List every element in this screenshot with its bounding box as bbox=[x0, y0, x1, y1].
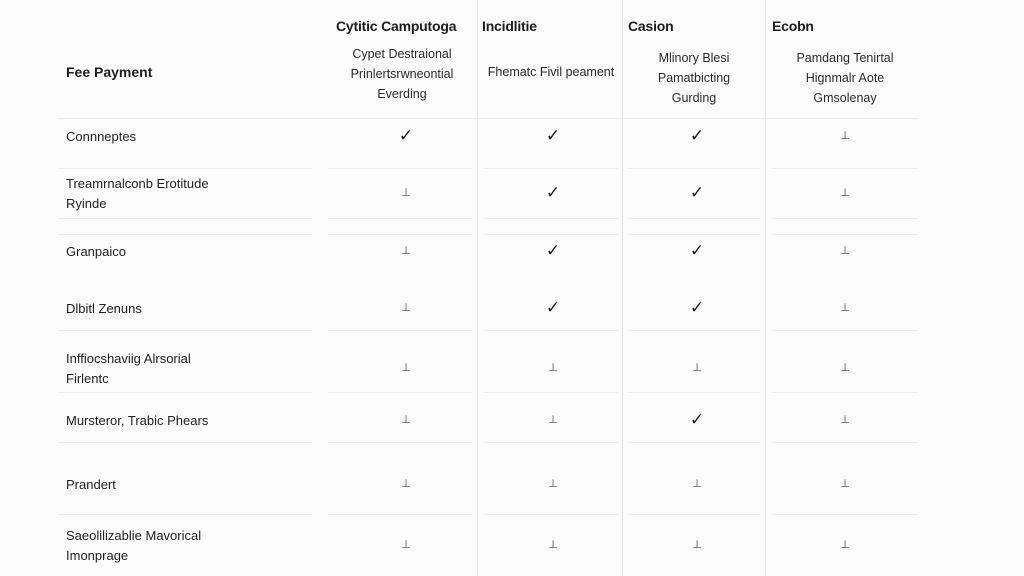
checkmark-icon: ✓ bbox=[689, 183, 705, 202]
row-divider bbox=[628, 234, 760, 235]
subhead-line: Pamatbicting bbox=[657, 71, 731, 85]
row-label-line: Ryinde bbox=[66, 196, 107, 211]
row-label bbox=[66, 411, 208, 431]
row-divider bbox=[484, 330, 618, 331]
subhead-line: Prinlertsrwneontial bbox=[350, 67, 454, 81]
subhead-line: Hignmalr Aote bbox=[805, 71, 885, 85]
not-included-icon: ⊥ bbox=[401, 362, 411, 374]
row-divider bbox=[328, 514, 472, 515]
column-title-4: Ecobn bbox=[772, 18, 814, 34]
checkmark-icon: ✓ bbox=[689, 298, 705, 317]
column-divider bbox=[765, 0, 766, 576]
row-divider bbox=[772, 514, 918, 515]
row-label-line: Imonprage bbox=[66, 548, 129, 563]
row-label-line: Mursteror, Trabic Phears bbox=[66, 413, 209, 428]
not-included-icon: ⊥ bbox=[548, 362, 558, 374]
row-divider bbox=[772, 392, 918, 393]
row-divider bbox=[328, 218, 472, 219]
row-label-line: Firlentc bbox=[66, 371, 109, 386]
not-included-icon: ⊥ bbox=[548, 478, 558, 490]
row-label-line: Prandert bbox=[66, 477, 116, 492]
subhead-line: Everding bbox=[377, 87, 427, 101]
subhead-line: Gmsolenay bbox=[813, 91, 877, 105]
row-label bbox=[66, 299, 142, 319]
not-included-icon: ⊥ bbox=[548, 539, 558, 551]
subhead-line: Gurding bbox=[671, 91, 717, 105]
not-included-icon: ⊥ bbox=[401, 478, 411, 490]
not-included-icon: ⊥ bbox=[401, 187, 411, 199]
checkmark-icon: ✓ bbox=[689, 410, 705, 429]
row-divider bbox=[628, 218, 760, 219]
row-divider bbox=[58, 392, 312, 393]
not-included-icon: ⊥ bbox=[692, 478, 702, 490]
not-included-icon: ⊥ bbox=[401, 245, 411, 257]
row-label-line: Connneptes bbox=[66, 129, 137, 144]
subhead-line: Fhematc Fivil peament bbox=[487, 65, 615, 79]
row-divider bbox=[58, 514, 312, 515]
row-label-line: Treamrnalconb Erotitude bbox=[66, 176, 209, 191]
not-included-icon: ⊥ bbox=[401, 302, 411, 314]
row-divider bbox=[328, 442, 472, 443]
row-label bbox=[66, 242, 126, 262]
not-included-icon: ⊥ bbox=[401, 539, 411, 551]
not-included-icon: ⊥ bbox=[840, 362, 850, 374]
row-divider bbox=[58, 168, 312, 169]
not-included-icon: ⊥ bbox=[401, 414, 411, 426]
column-divider bbox=[477, 0, 478, 576]
row-divider bbox=[58, 442, 312, 443]
row-divider bbox=[484, 234, 618, 235]
not-included-icon: ⊥ bbox=[840, 414, 850, 426]
checkmark-icon: ✓ bbox=[689, 126, 705, 145]
column-title-3: Casion bbox=[628, 18, 674, 34]
subhead-line: Pamdang Tenirtal bbox=[796, 51, 894, 65]
row-divider bbox=[772, 442, 918, 443]
row-divider bbox=[484, 168, 618, 169]
checkmark-icon: ✓ bbox=[398, 126, 414, 145]
row-label-line: Saeolilizablie Mavorical bbox=[66, 528, 202, 543]
row-divider bbox=[772, 330, 918, 331]
row-divider bbox=[484, 514, 618, 515]
row-divider bbox=[328, 234, 472, 235]
not-included-icon: ⊥ bbox=[840, 187, 850, 199]
checkmark-icon: ✓ bbox=[545, 126, 561, 145]
column-subhead-2 bbox=[481, 62, 621, 82]
row-divider bbox=[328, 330, 472, 331]
row-divider bbox=[628, 514, 760, 515]
not-included-icon: ⊥ bbox=[692, 362, 702, 374]
row-divider bbox=[58, 330, 312, 331]
subhead-line: Cypet Destraional bbox=[352, 47, 452, 61]
row-divider bbox=[772, 168, 918, 169]
not-included-icon: ⊥ bbox=[840, 539, 850, 551]
subhead-line: Mlinory Blesi bbox=[658, 51, 730, 65]
column-subhead-1 bbox=[338, 44, 466, 104]
row-label bbox=[66, 475, 116, 495]
row-divider bbox=[484, 392, 618, 393]
checkmark-icon: ✓ bbox=[545, 183, 561, 202]
row-divider bbox=[628, 330, 760, 331]
row-divider bbox=[58, 218, 312, 219]
row-divider bbox=[328, 168, 472, 169]
not-included-icon: ⊥ bbox=[548, 414, 558, 426]
not-included-icon: ⊥ bbox=[840, 478, 850, 490]
row-divider bbox=[772, 218, 918, 219]
column-title-1: Cytitic Camputoga bbox=[336, 18, 457, 34]
header-label: Fee Payment bbox=[66, 64, 153, 80]
column-divider bbox=[622, 0, 623, 576]
column-title-2: Incidlitie bbox=[482, 18, 537, 34]
row-divider bbox=[484, 218, 618, 219]
not-included-icon: ⊥ bbox=[840, 130, 850, 142]
column-subhead-3 bbox=[630, 48, 758, 108]
row-divider bbox=[484, 442, 618, 443]
row-divider bbox=[58, 118, 918, 119]
row-divider bbox=[628, 168, 760, 169]
row-divider bbox=[328, 392, 472, 393]
row-label bbox=[66, 526, 201, 566]
row-divider bbox=[628, 442, 760, 443]
checkmark-icon: ✓ bbox=[545, 298, 561, 317]
row-label-line: Granpaico bbox=[66, 244, 126, 259]
row-divider bbox=[628, 392, 760, 393]
not-included-icon: ⊥ bbox=[840, 302, 850, 314]
not-included-icon: ⊥ bbox=[692, 539, 702, 551]
column-subhead-4 bbox=[776, 48, 914, 108]
row-label bbox=[66, 349, 191, 389]
checkmark-icon: ✓ bbox=[689, 241, 705, 260]
not-included-icon: ⊥ bbox=[840, 245, 850, 257]
row-label bbox=[66, 174, 209, 214]
row-divider bbox=[772, 234, 918, 235]
row-divider bbox=[58, 234, 312, 235]
row-label bbox=[66, 127, 136, 147]
checkmark-icon: ✓ bbox=[545, 241, 561, 260]
row-label-line: Inffiocshaviig Alrsorial bbox=[66, 351, 191, 366]
row-label-line: Dlbitl Zenuns bbox=[66, 301, 142, 316]
